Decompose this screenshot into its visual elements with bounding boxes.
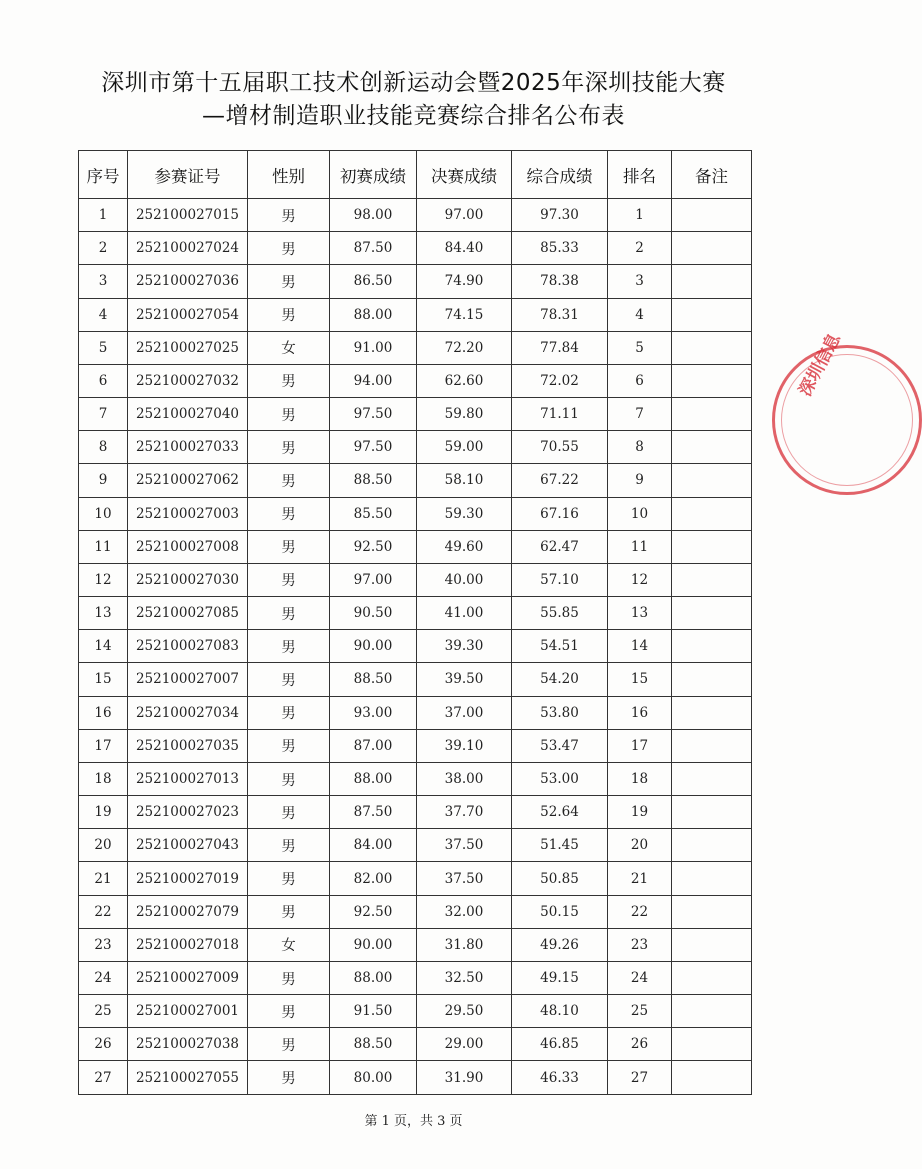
cell-col-entry-number: 252100027085 — [128, 597, 248, 630]
cell-col-total-score: 78.31 — [512, 298, 608, 331]
cell-col-seq: 9 — [79, 464, 128, 497]
cell-col-total-score: 50.15 — [512, 895, 608, 928]
cell-col-seq: 10 — [79, 497, 128, 530]
table-row — [79, 597, 752, 630]
cell-col-gender: 男 — [248, 663, 330, 696]
cell-col-total-score: 62.47 — [512, 530, 608, 563]
cell-col-final-score: 31.90 — [417, 1061, 512, 1094]
cell-col-prelim-score: 91.50 — [330, 995, 417, 1028]
cell-col-gender: 女 — [248, 331, 330, 364]
cell-col-final-score: 39.30 — [417, 630, 512, 663]
cell-col-entry-number: 252100027019 — [128, 862, 248, 895]
cell-col-entry-number: 252100027033 — [128, 431, 248, 464]
header-col-total-score: 综合成绩 — [512, 151, 608, 199]
cell-col-rank: 10 — [608, 497, 672, 530]
cell-col-rank: 16 — [608, 696, 672, 729]
cell-col-rank: 24 — [608, 961, 672, 994]
cell-col-rank: 19 — [608, 796, 672, 829]
cell-col-prelim-score: 97.50 — [330, 431, 417, 464]
table-row — [79, 895, 752, 928]
cell-col-gender: 男 — [248, 398, 330, 431]
cell-col-seq: 26 — [79, 1028, 128, 1061]
cell-col-entry-number: 252100027040 — [128, 398, 248, 431]
cell-col-prelim-score: 88.50 — [330, 464, 417, 497]
cell-col-entry-number: 252100027025 — [128, 331, 248, 364]
cell-col-total-score: 53.80 — [512, 696, 608, 729]
cell-col-prelim-score: 90.00 — [330, 630, 417, 663]
cell-col-prelim-score: 86.50 — [330, 265, 417, 298]
cell-col-prelim-score: 93.00 — [330, 696, 417, 729]
cell-col-remarks — [672, 729, 752, 762]
cell-col-seq: 23 — [79, 928, 128, 961]
table-row — [79, 696, 752, 729]
cell-col-total-score: 70.55 — [512, 431, 608, 464]
cell-col-seq: 8 — [79, 431, 128, 464]
cell-col-total-score: 52.64 — [512, 796, 608, 829]
cell-col-final-score: 31.80 — [417, 928, 512, 961]
cell-col-total-score: 78.38 — [512, 265, 608, 298]
cell-col-seq: 6 — [79, 364, 128, 397]
cell-col-entry-number: 252100027079 — [128, 895, 248, 928]
table-row — [79, 1028, 752, 1061]
cell-col-total-score: 46.33 — [512, 1061, 608, 1094]
cell-col-seq: 13 — [79, 597, 128, 630]
header-col-rank: 排名 — [608, 151, 672, 199]
cell-col-rank: 17 — [608, 729, 672, 762]
cell-col-entry-number: 252100027043 — [128, 829, 248, 862]
table-row — [79, 862, 752, 895]
cell-col-total-score: 67.22 — [512, 464, 608, 497]
cell-col-final-score: 59.00 — [417, 431, 512, 464]
table-body — [79, 199, 752, 1095]
cell-col-gender: 男 — [248, 729, 330, 762]
cell-col-total-score: 53.00 — [512, 762, 608, 795]
cell-col-rank: 7 — [608, 398, 672, 431]
table-row — [79, 1061, 752, 1094]
page-title: 深圳市第十五届职工技术创新运动会暨2025年深圳技能大赛 — [101, 70, 726, 96]
cell-col-entry-number: 252100027034 — [128, 696, 248, 729]
cell-col-rank: 23 — [608, 928, 672, 961]
cell-col-prelim-score: 98.00 — [330, 199, 417, 232]
table-row — [79, 232, 752, 265]
cell-col-seq: 11 — [79, 530, 128, 563]
cell-col-total-score: 85.33 — [512, 232, 608, 265]
cell-col-final-score: 37.50 — [417, 862, 512, 895]
cell-col-gender: 男 — [248, 597, 330, 630]
cell-col-total-score: 49.15 — [512, 961, 608, 994]
cell-col-remarks — [672, 232, 752, 265]
cell-col-final-score: 74.15 — [417, 298, 512, 331]
cell-col-remarks — [672, 364, 752, 397]
cell-col-prelim-score: 90.00 — [330, 928, 417, 961]
cell-col-remarks — [672, 1028, 752, 1061]
cell-col-seq: 27 — [79, 1061, 128, 1094]
cell-col-gender: 男 — [248, 961, 330, 994]
cell-col-remarks — [672, 696, 752, 729]
cell-col-entry-number: 252100027015 — [128, 199, 248, 232]
table-row — [79, 398, 752, 431]
cell-col-prelim-score: 97.50 — [330, 398, 417, 431]
header-col-seq: 序号 — [79, 151, 128, 199]
cell-col-final-score: 97.00 — [417, 199, 512, 232]
cell-col-final-score: 62.60 — [417, 364, 512, 397]
cell-col-remarks — [672, 995, 752, 1028]
cell-col-prelim-score: 92.50 — [330, 895, 417, 928]
cell-col-seq: 5 — [79, 331, 128, 364]
cell-col-gender: 男 — [248, 1061, 330, 1094]
cell-col-remarks — [672, 431, 752, 464]
cell-col-entry-number: 252100027024 — [128, 232, 248, 265]
official-seal-stamp — [772, 330, 922, 495]
cell-col-rank: 14 — [608, 630, 672, 663]
cell-col-entry-number: 252100027009 — [128, 961, 248, 994]
cell-col-rank: 13 — [608, 597, 672, 630]
cell-col-remarks — [672, 331, 752, 364]
cell-col-final-score: 84.40 — [417, 232, 512, 265]
cell-col-seq: 4 — [79, 298, 128, 331]
cell-col-prelim-score: 87.00 — [330, 729, 417, 762]
cell-col-rank: 12 — [608, 563, 672, 596]
cell-col-prelim-score: 82.00 — [330, 862, 417, 895]
cell-col-remarks — [672, 796, 752, 829]
seal-text: 深圳信息 — [795, 330, 845, 400]
cell-col-seq: 17 — [79, 729, 128, 762]
cell-col-gender: 男 — [248, 796, 330, 829]
cell-col-remarks — [672, 530, 752, 563]
cell-col-total-score: 57.10 — [512, 563, 608, 596]
cell-col-entry-number: 252100027008 — [128, 530, 248, 563]
cell-col-rank: 21 — [608, 862, 672, 895]
cell-col-seq: 18 — [79, 762, 128, 795]
cell-col-remarks — [672, 298, 752, 331]
cell-col-rank: 22 — [608, 895, 672, 928]
table-row — [79, 796, 752, 829]
cell-col-total-score: 71.11 — [512, 398, 608, 431]
cell-col-seq: 24 — [79, 961, 128, 994]
cell-col-remarks — [672, 265, 752, 298]
cell-col-entry-number: 252100027055 — [128, 1061, 248, 1094]
cell-col-remarks — [672, 199, 752, 232]
table-row — [79, 729, 752, 762]
cell-col-entry-number: 252100027030 — [128, 563, 248, 596]
cell-col-gender: 男 — [248, 762, 330, 795]
cell-col-total-score: 46.85 — [512, 1028, 608, 1061]
cell-col-rank: 11 — [608, 530, 672, 563]
cell-col-entry-number: 252100027035 — [128, 729, 248, 762]
cell-col-total-score: 97.30 — [512, 199, 608, 232]
cell-col-total-score: 72.02 — [512, 364, 608, 397]
cell-col-seq: 25 — [79, 995, 128, 1028]
cell-col-rank: 3 — [608, 265, 672, 298]
header-col-prelim-score: 初赛成绩 — [330, 151, 417, 199]
cell-col-gender: 女 — [248, 928, 330, 961]
cell-col-entry-number: 252100027013 — [128, 762, 248, 795]
cell-col-seq: 7 — [79, 398, 128, 431]
table-row — [79, 265, 752, 298]
cell-col-seq: 19 — [79, 796, 128, 829]
table-row — [79, 995, 752, 1028]
cell-col-final-score: 29.00 — [417, 1028, 512, 1061]
table-row — [79, 298, 752, 331]
cell-col-gender: 男 — [248, 530, 330, 563]
cell-col-gender: 男 — [248, 995, 330, 1028]
cell-col-remarks — [672, 663, 752, 696]
cell-col-prelim-score: 90.50 — [330, 597, 417, 630]
cell-col-rank: 25 — [608, 995, 672, 1028]
cell-col-remarks — [672, 829, 752, 862]
cell-col-seq: 15 — [79, 663, 128, 696]
cell-col-total-score: 48.10 — [512, 995, 608, 1028]
cell-col-prelim-score: 92.50 — [330, 530, 417, 563]
cell-col-rank: 27 — [608, 1061, 672, 1094]
table-row — [79, 961, 752, 994]
cell-col-final-score: 37.00 — [417, 696, 512, 729]
cell-col-seq: 20 — [79, 829, 128, 862]
cell-col-seq: 12 — [79, 563, 128, 596]
cell-col-rank: 20 — [608, 829, 672, 862]
cell-col-entry-number: 252100027036 — [128, 265, 248, 298]
cell-col-remarks — [672, 862, 752, 895]
cell-col-entry-number: 252100027003 — [128, 497, 248, 530]
cell-col-prelim-score: 88.00 — [330, 961, 417, 994]
page-footer: 第 1 页，共 3 页 — [364, 1114, 463, 1129]
cell-col-total-score: 54.51 — [512, 630, 608, 663]
table-row — [79, 928, 752, 961]
cell-col-remarks — [672, 563, 752, 596]
cell-col-final-score: 38.00 — [417, 762, 512, 795]
cell-col-total-score: 77.84 — [512, 331, 608, 364]
table-row — [79, 663, 752, 696]
cell-col-total-score: 67.16 — [512, 497, 608, 530]
table-row — [79, 364, 752, 397]
cell-col-entry-number: 252100027018 — [128, 928, 248, 961]
cell-col-prelim-score: 87.50 — [330, 232, 417, 265]
cell-col-final-score: 32.00 — [417, 895, 512, 928]
cell-col-remarks — [672, 630, 752, 663]
table-row — [79, 497, 752, 530]
cell-col-gender: 男 — [248, 497, 330, 530]
cell-col-final-score: 49.60 — [417, 530, 512, 563]
cell-col-gender: 男 — [248, 1028, 330, 1061]
cell-col-gender: 男 — [248, 696, 330, 729]
cell-col-entry-number: 252100027038 — [128, 1028, 248, 1061]
cell-col-total-score: 51.45 — [512, 829, 608, 862]
cell-col-final-score: 32.50 — [417, 961, 512, 994]
cell-col-entry-number: 252100027007 — [128, 663, 248, 696]
cell-col-gender: 男 — [248, 232, 330, 265]
cell-col-remarks — [672, 597, 752, 630]
cell-col-rank: 6 — [608, 364, 672, 397]
cell-col-gender: 男 — [248, 895, 330, 928]
table-row — [79, 762, 752, 795]
cell-col-prelim-score: 91.00 — [330, 331, 417, 364]
cell-col-total-score: 54.20 — [512, 663, 608, 696]
cell-col-rank: 5 — [608, 331, 672, 364]
cell-col-entry-number: 252100027023 — [128, 796, 248, 829]
header-col-final-score: 决赛成绩 — [417, 151, 512, 199]
cell-col-final-score: 40.00 — [417, 563, 512, 596]
cell-col-remarks — [672, 464, 752, 497]
cell-col-rank: 4 — [608, 298, 672, 331]
cell-col-prelim-score: 87.50 — [330, 796, 417, 829]
cell-col-final-score: 37.70 — [417, 796, 512, 829]
cell-col-rank: 1 — [608, 199, 672, 232]
cell-col-rank: 9 — [608, 464, 672, 497]
cell-col-gender: 男 — [248, 464, 330, 497]
cell-col-final-score: 74.90 — [417, 265, 512, 298]
cell-col-final-score: 59.80 — [417, 398, 512, 431]
cell-col-total-score: 55.85 — [512, 597, 608, 630]
table-row — [79, 829, 752, 862]
cell-col-prelim-score: 85.50 — [330, 497, 417, 530]
cell-col-prelim-score: 88.50 — [330, 663, 417, 696]
cell-col-total-score: 53.47 — [512, 729, 608, 762]
cell-col-rank: 15 — [608, 663, 672, 696]
table-row — [79, 464, 752, 497]
cell-col-entry-number: 252100027083 — [128, 630, 248, 663]
cell-col-gender: 男 — [248, 829, 330, 862]
header-col-remarks: 备注 — [672, 151, 752, 199]
cell-col-rank: 2 — [608, 232, 672, 265]
cell-col-final-score: 39.10 — [417, 729, 512, 762]
cell-col-gender: 男 — [248, 199, 330, 232]
table-row — [79, 431, 752, 464]
cell-col-seq: 2 — [79, 232, 128, 265]
cell-col-seq: 1 — [79, 199, 128, 232]
cell-col-rank: 8 — [608, 431, 672, 464]
cell-col-prelim-score: 80.00 — [330, 1061, 417, 1094]
cell-col-rank: 18 — [608, 762, 672, 795]
cell-col-prelim-score: 84.00 — [330, 829, 417, 862]
cell-col-total-score: 50.85 — [512, 862, 608, 895]
cell-col-remarks — [672, 1061, 752, 1094]
cell-col-seq: 3 — [79, 265, 128, 298]
cell-col-final-score: 41.00 — [417, 597, 512, 630]
table-header-row — [79, 151, 752, 199]
cell-col-entry-number: 252100027062 — [128, 464, 248, 497]
cell-col-final-score: 72.20 — [417, 331, 512, 364]
table-row — [79, 630, 752, 663]
cell-col-prelim-score: 88.50 — [330, 1028, 417, 1061]
cell-col-final-score: 58.10 — [417, 464, 512, 497]
cell-col-gender: 男 — [248, 265, 330, 298]
cell-col-remarks — [672, 961, 752, 994]
cell-col-final-score: 39.50 — [417, 663, 512, 696]
cell-col-gender: 男 — [248, 431, 330, 464]
cell-col-entry-number: 252100027001 — [128, 995, 248, 1028]
cell-col-entry-number: 252100027054 — [128, 298, 248, 331]
cell-col-remarks — [672, 398, 752, 431]
ranking-table — [78, 150, 752, 1095]
cell-col-gender: 男 — [248, 364, 330, 397]
cell-col-gender: 男 — [248, 563, 330, 596]
cell-col-seq: 22 — [79, 895, 128, 928]
table-row — [79, 563, 752, 596]
cell-col-prelim-score: 94.00 — [330, 364, 417, 397]
cell-col-gender: 男 — [248, 630, 330, 663]
table-row — [79, 331, 752, 364]
cell-col-rank: 26 — [608, 1028, 672, 1061]
header-col-gender: 性别 — [248, 151, 330, 199]
cell-col-remarks — [672, 895, 752, 928]
cell-col-seq: 21 — [79, 862, 128, 895]
table-row — [79, 530, 752, 563]
cell-col-seq: 14 — [79, 630, 128, 663]
cell-col-prelim-score: 88.00 — [330, 298, 417, 331]
cell-col-prelim-score: 97.00 — [330, 563, 417, 596]
cell-col-final-score: 59.30 — [417, 497, 512, 530]
cell-col-final-score: 37.50 — [417, 829, 512, 862]
cell-col-remarks — [672, 497, 752, 530]
cell-col-gender: 男 — [248, 298, 330, 331]
table-row — [79, 199, 752, 232]
cell-col-remarks — [672, 762, 752, 795]
cell-col-final-score: 29.50 — [417, 995, 512, 1028]
cell-col-gender: 男 — [248, 862, 330, 895]
cell-col-total-score: 49.26 — [512, 928, 608, 961]
cell-col-seq: 16 — [79, 696, 128, 729]
cell-col-entry-number: 252100027032 — [128, 364, 248, 397]
cell-col-remarks — [672, 928, 752, 961]
cell-col-prelim-score: 88.00 — [330, 762, 417, 795]
page-subtitle: —增材制造职业技能竞赛综合排名公布表 — [202, 103, 625, 129]
header-col-entry-number: 参赛证号 — [128, 151, 248, 199]
